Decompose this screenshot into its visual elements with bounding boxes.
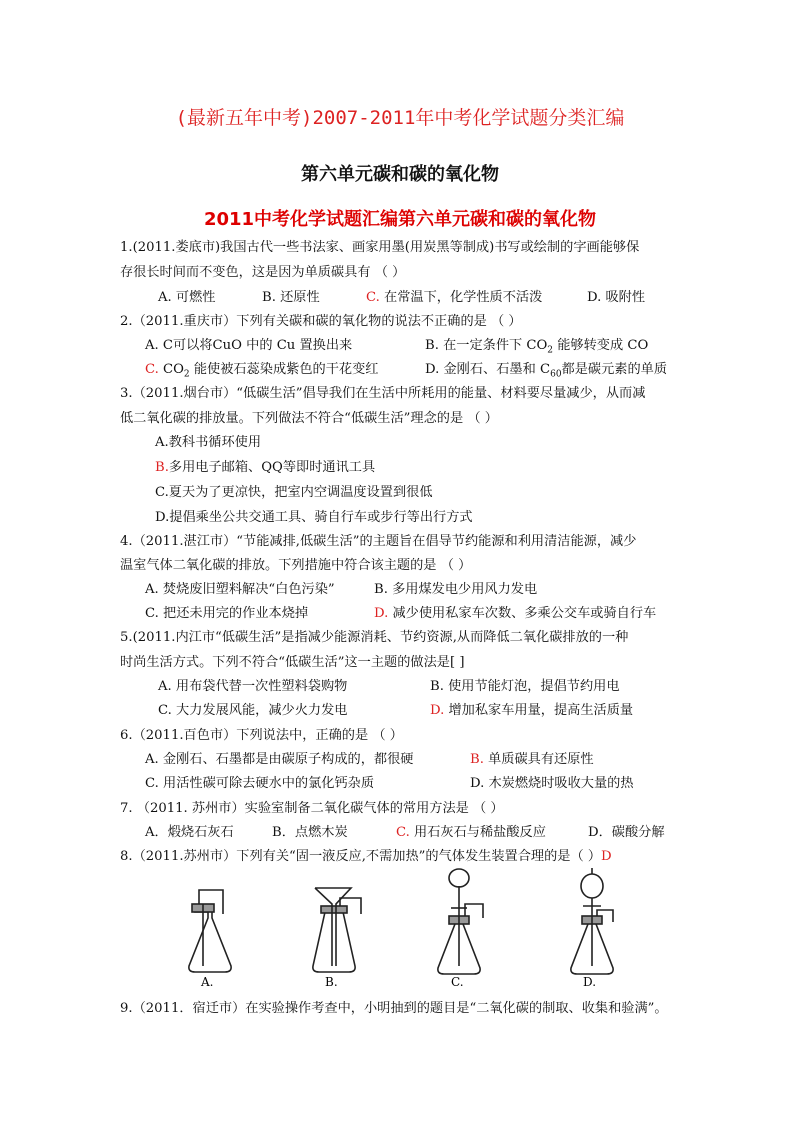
q2-option-a: A. C可以将CuO 中的 Cu 置换出来: [145, 338, 353, 353]
apparatus-a: [189, 890, 231, 972]
q5-line2: 时尚生活方式。下列不符合“低碳生活”这一主题的做法是[ ]: [120, 655, 465, 670]
q9-line1: 9.（2011．宿迁市）在实验操作考查中，小明抽到的题目是“二氧化碳的制取、收集和验满”。: [120, 1001, 668, 1016]
q1-answer-letter: C.: [366, 290, 380, 305]
q3-option-a: A.教科书循环使用: [155, 435, 262, 450]
q7-answer-letter: C.: [396, 825, 410, 840]
q6-option-a: A. 金刚石、石墨都是由碳原子构成的，都很硬: [145, 752, 414, 767]
figure-label-b: B.: [325, 975, 338, 988]
q3-answer-letter: B.: [155, 460, 169, 475]
q7-option-a: A．煅烧石灰石: [145, 825, 234, 840]
q6-option-b: B. 单质碳具有还原性: [470, 752, 594, 767]
unit-title: 第六单元碳和碳的氧化物: [301, 164, 499, 185]
q2-option-d: D. 金刚石、石墨和 $C_{60}$都是碳元素的单质: [425, 362, 668, 380]
q3-line2: 低二氧化碳的排放量。下列做法不符合“低碳生活”理念的是 （ ）: [120, 411, 498, 426]
q6-answer-letter: B.: [470, 752, 484, 767]
q8-answer: D: [601, 849, 612, 864]
q4-option-b: B. 多用煤发电少用风力发电: [374, 582, 538, 597]
q2-answer-letter: C.: [145, 362, 159, 377]
q1-option-d: D. 吸附性: [587, 290, 646, 305]
q6-option-c: C. 用活性碳可除去硬水中的氯化钙杂质: [145, 776, 375, 791]
q5-answer-letter: D.: [430, 703, 445, 718]
q7-line1: 7. （2011. 苏州市）实验室制备二氧化碳气体的常用方法是 （ ）: [120, 801, 504, 816]
q1-option-a: A. 可燃性: [158, 290, 216, 305]
q8-line1: 8.（2011.苏州市）下列有关“固一液反应,不需加热”的气体发生装置合理的是（ ）D: [120, 849, 612, 864]
q1-option-c: C. 在常温下，化学性质不活泼: [366, 290, 543, 305]
q7-option-b: B．点燃木炭: [272, 825, 348, 840]
q5-option-b: B. 使用节能灯泡，提倡节约用电: [430, 679, 620, 694]
q4-answer-letter: D.: [374, 606, 389, 621]
document-title: (最新五年中考)2007-2011年中考化学试题分类汇编: [175, 107, 625, 129]
q7-option-c: C. 用石灰石与稀盐酸反应: [396, 825, 546, 840]
q5-option-c: C. 大力发展风能，减少火力发电: [158, 703, 348, 718]
section-title: 2011中考化学试题汇编第六单元碳和碳的氧化物: [203, 209, 597, 230]
q3-option-b: B.多用电子邮箱、QQ等即时通讯工具: [155, 460, 376, 475]
figure-label-a: A.: [201, 975, 214, 988]
apparatus-figure: [183, 866, 623, 988]
q2-option-c: C. $CO_2$ 能使被石蕊染成紫色的干花变红: [145, 362, 379, 380]
q6-line1: 6.（2011.百色市）下列说法中，正确的是 （ ）: [120, 728, 403, 743]
q2-option-b: B. 在一定条件下 $CO_2$ 能够转变成 CO: [425, 338, 649, 356]
q4-option-c: C. 把还未用完的作业本烧掉: [145, 606, 309, 621]
q4-line2: 温室气体二氧化碳的排放。下列措施中符合该主题的是 （ ）: [120, 558, 472, 573]
q1-line2: 存很长时间而不变色，这是因为单质碳具有 （ ）: [120, 265, 406, 280]
q4-option-d: D. 减少使用私家车次数、多乘公交车或骑自行车: [374, 606, 657, 621]
q1-line1: 1.(2011.娄底市)我国古代一些书法家、画家用墨(用炭黑等制成)书写或绘制的字画能够保: [120, 240, 640, 255]
apparatus-b: [313, 888, 361, 972]
figure-label-d: D.: [583, 975, 597, 988]
q5-line1: 5.(2011.内江市“低碳生活”是指减少能源消耗、节约资源,从而降低二氧化碳排放的一种: [120, 630, 629, 645]
apparatus-c: [438, 869, 483, 974]
q2-line1: 2.（2011.重庆市）下列有关碳和碳的氧化物的说法不正确的是 （ ）: [120, 314, 522, 329]
q3-option-c: C.夏天为了更凉快，把室内空调温度设置到很低: [155, 485, 433, 500]
q6-option-d: D. 木炭燃烧时吸收大量的热: [470, 776, 634, 791]
apparatus-d: [571, 868, 613, 974]
q5-option-a: A. 用布袋代替一次性塑料袋购物: [158, 679, 348, 694]
q4-option-a: A. 焚烧废旧塑料解决“白色污染”: [145, 582, 335, 597]
q5-option-d: D. 增加私家车用量，提高生活质量: [430, 703, 634, 718]
q3-line1: 3.（2011.烟台市）“低碳生活”倡导我们在生活中所耗用的能量、材料要尽量减少，从而减: [120, 386, 646, 401]
q1-option-b: B. 还原性: [262, 290, 320, 305]
q3-option-d: D.提倡乘坐公共交通工具、骑自行车或步行等出行方式: [155, 510, 473, 525]
q7-option-d: D．碳酸分解: [588, 825, 665, 840]
figure-label-c: C.: [451, 975, 464, 988]
q4-line1: 4.（2011.湛江市）“节能减排,低碳生活”的主题旨在倡导节约能源和利用清洁能源，减少: [120, 534, 637, 549]
